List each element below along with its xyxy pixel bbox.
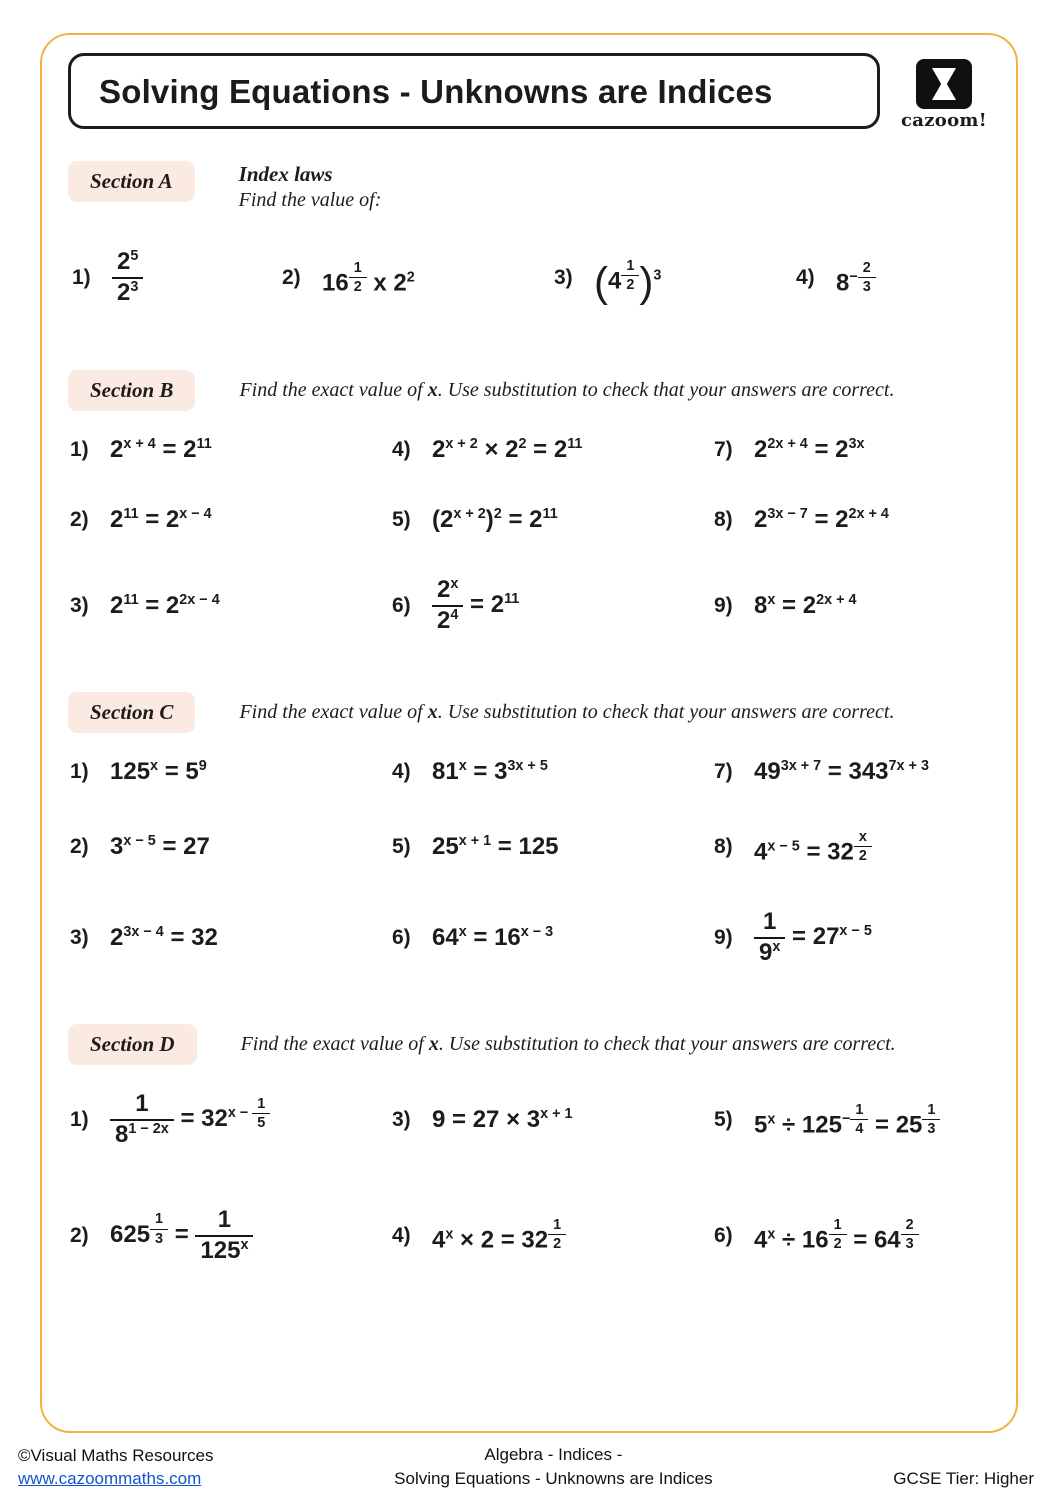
problem-b8 <box>714 506 990 534</box>
problem-number: 1) <box>70 438 89 461</box>
page-title: Solving Equations - Unknowns are Indices <box>99 73 773 110</box>
problem-number: 2) <box>70 508 89 531</box>
instruction-pre: Find the exact value of <box>239 379 428 401</box>
problem-d2 <box>70 1206 392 1266</box>
problem-number: 5) <box>392 508 411 531</box>
instruction-pre: Find the value of: <box>238 189 382 211</box>
section-a-instruction <box>239 161 382 212</box>
section-d-label: Section D <box>68 1024 197 1065</box>
problem-c5 <box>392 833 714 861</box>
footer-topic-line1: Algebra - Indices - <box>484 1445 623 1465</box>
math-expression: $2^{11} = 2^{2x - 4}$ <box>110 591 220 619</box>
instruction-pre: Find the exact value of <box>239 700 428 723</box>
math-expression: $8^{- \frac{2}{3}}$ <box>836 259 876 297</box>
footer-left <box>18 1445 214 1491</box>
problem-d1 <box>70 1090 392 1150</box>
problem-number: 9) <box>714 926 733 950</box>
section-c-instruction <box>239 701 894 724</box>
page-border <box>40 33 1018 1433</box>
problem-number: 5) <box>392 834 411 858</box>
problem-d5 <box>714 1101 990 1139</box>
section-c-problems <box>68 758 990 968</box>
problem-c1 <box>70 758 392 786</box>
problem-a1 <box>72 248 282 308</box>
section-a-instruction-title: Index laws <box>238 162 333 186</box>
copyright-text: ©Visual Maths Resources <box>18 1446 214 1466</box>
instruction-post: . Use substitution to check that your answers are correct. <box>437 379 895 401</box>
problem-number: 3) <box>70 593 89 617</box>
math-expression: $4^x \div 16$ $^{\frac{1}{2}}$ = 64 $^{\frac{2}{3}}$ <box>754 1216 919 1254</box>
problem-b3 <box>70 592 392 620</box>
math-expression: $\frac{2^x}{2^4}$ = $2^{11}$ <box>432 576 519 636</box>
section-c-head <box>68 692 990 733</box>
problem-d3 <box>392 1106 714 1134</box>
problem-c8 <box>714 828 990 866</box>
problem-a4 <box>796 259 876 297</box>
problem-a3 <box>554 257 796 306</box>
problem-b9 <box>714 592 990 620</box>
math-expression: $64^x = 16^{x - 3}$ <box>432 924 554 952</box>
cazoom-wordmark: cazoom! <box>901 110 987 131</box>
problem-number: 1) <box>70 759 89 783</box>
problem-d4 <box>392 1216 714 1254</box>
section-a-problems <box>68 236 990 320</box>
problem-number: 3) <box>554 266 573 289</box>
math-expression: 625 $^{\frac{1}{3}}$ = $\frac{1}{125^x}$ <box>110 1206 253 1266</box>
math-expression: $\frac{2^5}{2^3}$ <box>112 248 143 308</box>
problem-d6 <box>714 1216 990 1254</box>
problem-number: 4) <box>392 438 411 461</box>
problem-b2 <box>70 506 392 534</box>
section-a <box>68 161 990 320</box>
math-expression: (4 $^{\frac{1}{2}}$ )$^3$ <box>594 258 662 306</box>
problem-number: 2) <box>282 265 301 289</box>
math-expression: $2^{11} = 2^{x - 4}$ <box>110 506 212 533</box>
math-expression: 16 $^{\frac{1}{2}}$ x $2^2$ <box>322 259 415 297</box>
math-expression: $8^x = 2^{2x + 4}$ <box>754 591 857 619</box>
gcse-tier-label: GCSE Tier: Higher <box>893 1469 1034 1489</box>
problem-b4 <box>392 436 714 464</box>
problem-number: 1) <box>70 1107 89 1131</box>
math-expression: $49^{3x + 7} = 343^{7x + 3}$ <box>754 757 929 785</box>
problem-number: 6) <box>714 1223 733 1247</box>
cazoommaths-link[interactable]: www.cazoommaths.com <box>18 1469 202 1489</box>
section-d-instruction <box>241 1033 896 1056</box>
problem-number: 8) <box>714 508 733 531</box>
problem-number: 7) <box>714 438 733 461</box>
instruction-emph: x <box>427 379 438 401</box>
problem-number: 9) <box>714 593 733 617</box>
problem-b7 <box>714 436 990 464</box>
problem-number: 6) <box>392 926 411 950</box>
section-c-label: Section C <box>68 692 195 733</box>
problem-b1 <box>70 436 392 464</box>
section-d <box>68 1024 990 1266</box>
instruction-pre: Find the exact value of <box>240 1032 429 1055</box>
math-expression: $2^{2x + 4} = 2^{3x}$ <box>754 436 865 463</box>
math-expression: $\frac{1}{9^x}$ = $27^{x - 5}$ <box>754 908 872 968</box>
section-a-head <box>68 161 990 212</box>
math-expression: $4^{x - 5} = 32$ $^{\frac{x}{2}}$ <box>754 828 872 866</box>
problem-c4 <box>392 758 714 786</box>
problem-b5 <box>392 506 714 534</box>
problem-number: 5) <box>714 1107 733 1131</box>
math-expression: $2^{3x - 7} = 2^{2x + 4}$ <box>754 506 889 533</box>
problem-c2 <box>70 833 392 861</box>
math-expression: $3^{x - 5} = 27$ <box>110 832 210 860</box>
problem-c3 <box>70 924 392 952</box>
math-expression: $2^{x + 2} \times 2^2 = 2^{11}$ <box>432 436 583 463</box>
math-expression: $(2^{x + 2})^2 = 2^{11}$ <box>432 506 558 533</box>
math-expression: $9 = 27 \times 3^{x + 1}$ <box>432 1105 573 1133</box>
footer-center <box>394 1443 712 1491</box>
header <box>68 51 990 131</box>
section-c <box>68 692 990 968</box>
problem-number: 4) <box>796 265 815 289</box>
math-expression: $\frac{1}{8^{1 - 2x}}$ = $32^{x - \frac{1}{5}}$ <box>110 1090 270 1150</box>
instruction-emph: x <box>427 700 438 723</box>
problem-number: 4) <box>392 759 411 783</box>
problem-number: 2) <box>70 834 89 858</box>
problem-c7 <box>714 758 990 786</box>
problem-number: 4) <box>392 1223 411 1247</box>
footer <box>0 1443 1058 1491</box>
problem-number: 8) <box>714 834 733 858</box>
section-b-problems <box>68 436 990 636</box>
math-expression: $125^x = 5^9$ <box>110 757 207 785</box>
problem-b6 <box>392 576 714 636</box>
problem-number: 3) <box>392 1107 411 1131</box>
section-d-problems <box>68 1090 990 1266</box>
hourglass-icon <box>932 68 956 100</box>
problem-number: 3) <box>70 926 89 950</box>
section-a-label: Section A <box>68 161 195 202</box>
math-expression: $4^x \times 2 = 32$ $^{\frac{1}{2}}$ <box>432 1216 566 1254</box>
cazoom-logo-mark <box>916 59 972 109</box>
math-expression: $5^x \div 125^{- \frac{1}{4}}$ = 25 $^{\frac{1}{3}}$ <box>754 1101 940 1139</box>
instruction-post: . Use substitution to check that your answers are correct. <box>437 700 895 723</box>
problem-c6 <box>392 924 714 952</box>
footer-topic-line2: Solving Equations - Unknowns are Indices <box>394 1469 713 1489</box>
section-b <box>68 370 990 636</box>
section-d-head <box>68 1024 990 1065</box>
problem-number: 7) <box>714 759 733 783</box>
section-b-instruction <box>239 379 894 402</box>
instruction-post: . Use substitution to check that your answers are correct. <box>438 1032 896 1055</box>
math-expression: $81^x = 3^{3x + 5}$ <box>432 757 548 785</box>
title-box <box>68 53 880 129</box>
problem-number: 1) <box>72 266 91 289</box>
problem-number: 2) <box>70 1223 89 1247</box>
instruction-emph: x <box>428 1032 439 1055</box>
cazoom-logo <box>898 51 990 131</box>
problem-a2 <box>282 259 554 297</box>
problem-c9 <box>714 908 990 968</box>
section-b-label: Section B <box>68 370 195 411</box>
section-a-instruction-line <box>239 189 382 212</box>
math-expression: $2^{3x - 4} = 32$ <box>110 924 218 952</box>
section-b-head <box>68 370 990 411</box>
problem-number: 6) <box>392 593 411 617</box>
math-expression: $2^{x + 4} = 2^{11}$ <box>110 436 212 463</box>
math-expression: $25^{x + 1} = 125$ <box>432 832 559 860</box>
